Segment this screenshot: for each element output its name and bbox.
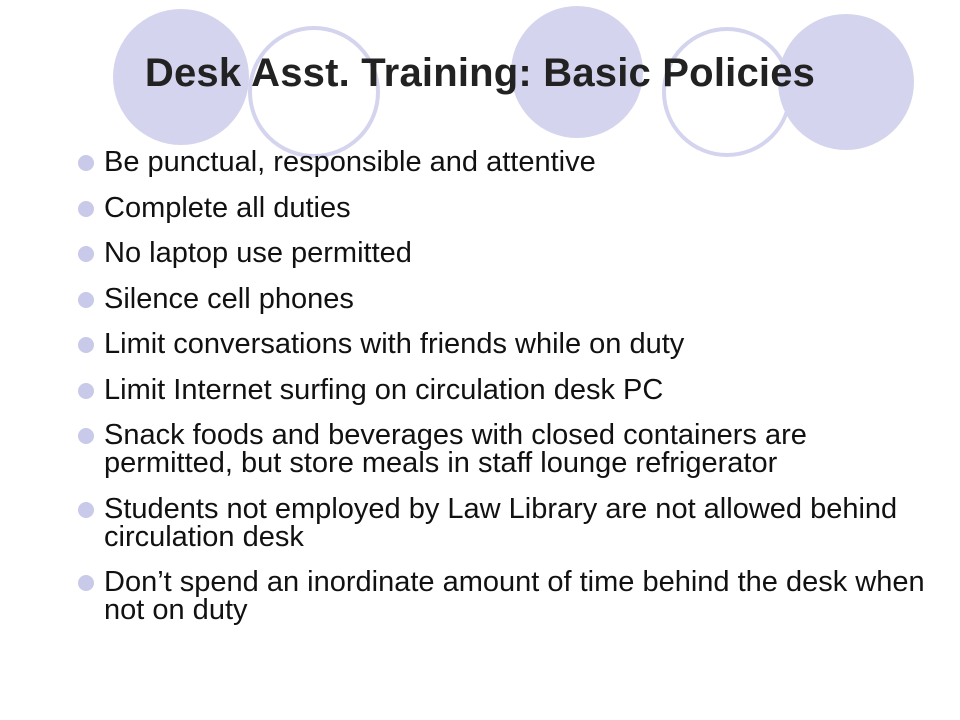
bullet-text: No laptop use permitted	[104, 237, 412, 269]
slide-title: Desk Asst. Training: Basic Policies	[144, 51, 816, 95]
bullet-dot-icon	[78, 428, 94, 444]
bullet-text: Be punctual, responsible and attentive	[104, 146, 596, 178]
list-item	[78, 421, 938, 477]
bullet-text: Don’t spend an inordinate amount of time behind the desk when not on duty	[104, 566, 925, 626]
bullet-dot-icon	[78, 292, 94, 308]
bullet-dot-icon	[78, 337, 94, 353]
list-item	[78, 568, 938, 624]
bullet-text: Limit Internet surfing on circulation desk PC	[104, 373, 664, 406]
bullet-text: Snack foods and beverages with closed containers are permitted, but store meals in staff lounge refrigerator	[104, 419, 807, 479]
list-item	[78, 282, 938, 315]
list-item	[78, 492, 938, 553]
bullet-dot-icon	[78, 246, 94, 262]
list-item	[78, 191, 938, 224]
bullet-dot-icon	[78, 575, 94, 591]
bullet-text: Complete all duties	[104, 191, 351, 224]
bullet-list	[78, 148, 938, 642]
bullet-dot-icon	[78, 201, 94, 217]
bullet-dot-icon	[78, 383, 94, 399]
bullet-text: Students not employed by Law Library are not allowed behind circulation desk	[104, 492, 898, 553]
bullet-dot-icon	[78, 502, 94, 518]
list-item	[78, 373, 938, 406]
bullet-text: Limit conversations with friends while on duty	[104, 328, 685, 360]
bullet-dot-icon	[78, 155, 94, 171]
list-item	[78, 330, 938, 358]
list-item	[78, 239, 938, 267]
list-item	[78, 148, 938, 176]
bullet-text: Silence cell phones	[104, 282, 354, 315]
